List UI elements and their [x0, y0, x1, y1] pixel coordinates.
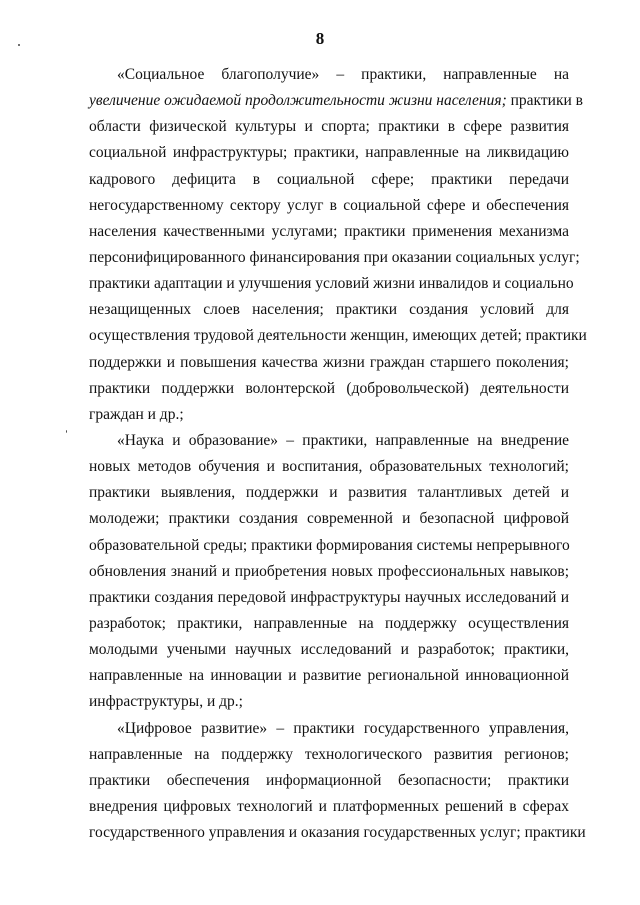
paragraph-2-line-5: образовательной среды; практики формирования системы непрерывного — [89, 536, 570, 554]
paragraph-1-line-4: социальной инфраструктуры; практики, направленные на ликвидацию — [89, 144, 569, 162]
paragraph-1-line-14: граждан и др.; — [89, 405, 184, 423]
body-text — [89, 62, 587, 846]
paragraph-1-line-1: «Социальное благополучие» – практики, направленные на — [117, 66, 569, 83]
paragraph-3-line-2: направленные на поддержку технологического развития регионов; — [89, 745, 569, 763]
paragraph-1-line-13: практики поддержки волонтерской (добровольческой) деятельности — [89, 379, 569, 397]
paragraph-1-line-3: области физической культуры и спорта; практики в сфере развития — [89, 118, 569, 136]
paragraph-3-line-1: «Цифровое развитие» – практики государственного управления, — [117, 719, 569, 737]
paragraph-2-line-11: инфраструктуры, и др.; — [89, 693, 243, 711]
paragraph-3-line-4: внедрения цифровых технологий и платформенных решений в сферах — [89, 797, 569, 815]
paragraph-2-line-7: практики создания передовой инфраструктуры научных исследований и — [89, 588, 569, 606]
paragraph-2-line-4: молодежи; практики создания современной и безопасной цифровой — [89, 510, 569, 528]
paragraph-1-line-9: практики адаптации и улучшения условий жизни инвалидов и социально — [89, 275, 574, 293]
paragraph-1-line-10: незащищенных слоев населения; практики создания условий для — [89, 301, 569, 319]
paragraph-3-line-5: государственного управления и оказания государственных услуг; практики — [89, 824, 586, 842]
paragraph-2-line-10: направленные на инновации и развитие региональной инновационной — [89, 667, 569, 685]
line-rest: практики в — [506, 92, 583, 110]
paragraph-1-line-8: персонифицированного финансирования при оказании социальных услуг; — [89, 248, 580, 266]
scan-speck — [66, 430, 67, 433]
paragraph-2-line-2: новых методов обучения и воспитания, образовательных технологий; — [89, 458, 569, 476]
paragraph-1-line-7: населения качественными услугами; практики применения механизма — [89, 222, 569, 240]
paragraph-1-line-11: осуществления трудовой деятельности женщин, имеющих детей; практики — [89, 327, 587, 345]
paragraph-2-line-3: практики выявления, поддержки и развития талантливых детей и — [89, 484, 569, 502]
paragraph-2-line-6: обновления знаний и приобретения новых профессиональных навыков; — [89, 562, 569, 580]
paragraph-1-line-5: кадрового дефицита в социальной сфере; практики передачи — [89, 170, 569, 188]
page-number: 8 — [315, 29, 325, 48]
paragraph-2-line-1: «Наука и образование» – практики, направленные на внедрение — [117, 431, 569, 449]
paragraph-3-line-3: практики обеспечения информационной безопасности; практики — [89, 771, 569, 789]
paragraph-2-line-8: разработок; практики, направленные на поддержку осуществления — [89, 614, 569, 632]
paragraph-1-line-6: негосударственному сектору услуг в социальной сфере и обеспечения — [89, 196, 569, 214]
paragraph-1-line-12: поддержки и повышения качества жизни граждан старшего поколения; — [89, 353, 569, 371]
italic-phrase: увеличение ожидаемой продолжительности жизни населения; — [89, 92, 507, 110]
paragraph-1-line-2 — [89, 88, 583, 114]
paragraph-2-line-9: молодыми учеными научных исследований и разработок; практики, — [89, 641, 569, 659]
